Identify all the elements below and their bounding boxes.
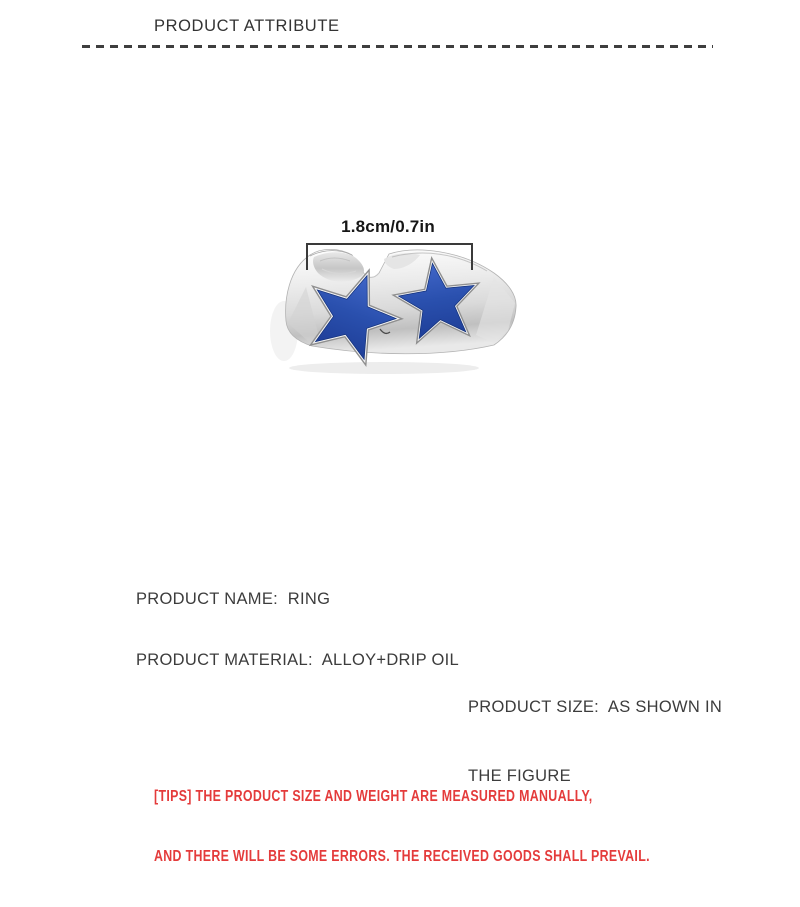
product-size-line-1: PRODUCT SIZE: AS SHOWN IN	[468, 698, 723, 716]
tips-notice	[154, 747, 650, 907]
dashed-divider	[82, 45, 713, 48]
dimension-label: 1.8cm/0.7in	[341, 217, 435, 236]
product-name-line: PRODUCT NAME: RING	[136, 590, 331, 608]
tips-line-2: AND THERE WILL BE SOME ERRORS. THE RECEIVED GOODS SHALL PREVAIL.	[154, 848, 650, 865]
page-title: PRODUCT ATTRIBUTE	[154, 17, 340, 35]
dimension-bracket	[306, 243, 473, 270]
ring-shadow	[289, 362, 479, 374]
tips-line-1: [TIPS] THE PRODUCT SIZE AND WEIGHT ARE MEASURED MANUALLY,	[154, 788, 593, 805]
product-size-line-2: THE FIGURE	[468, 767, 571, 785]
product-material-line: PRODUCT MATERIAL: ALLOY+DRIP OIL	[136, 651, 460, 669]
